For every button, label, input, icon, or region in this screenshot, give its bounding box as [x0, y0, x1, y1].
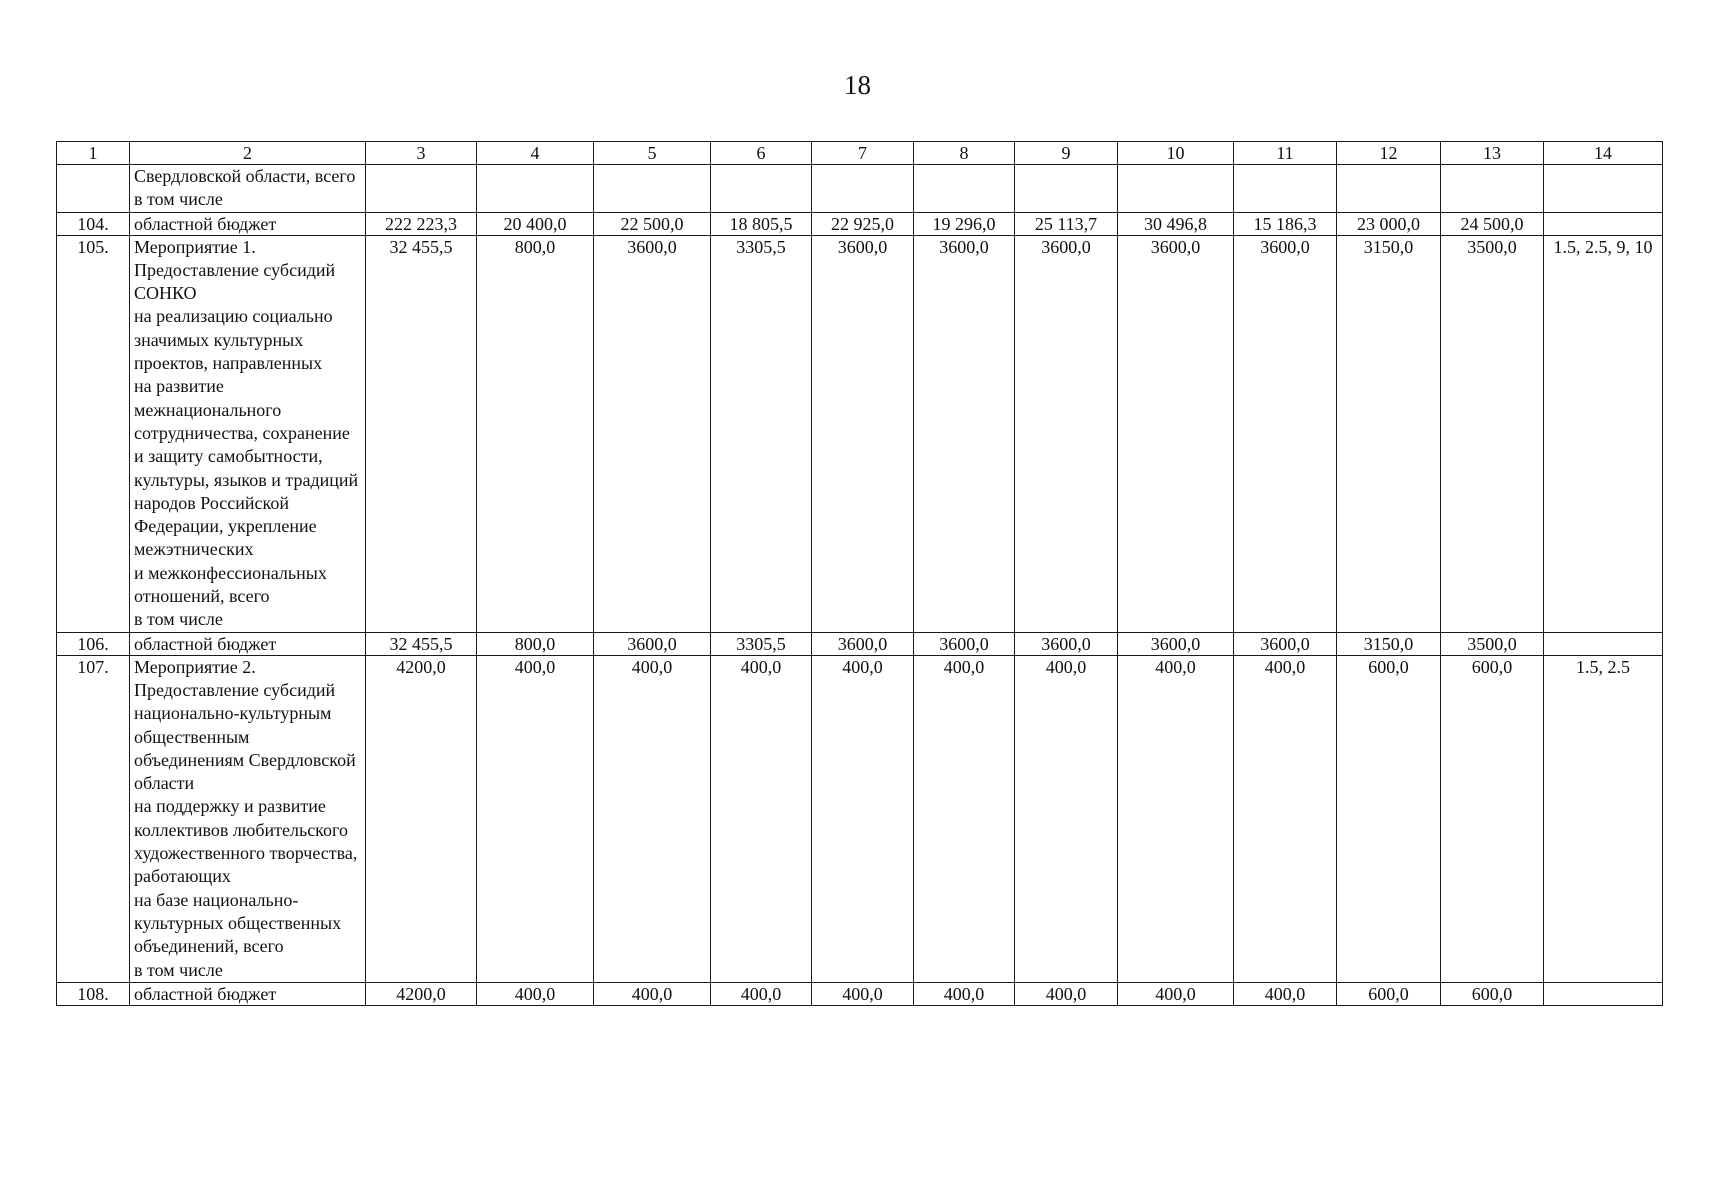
value-cell: 400,0 — [1015, 982, 1118, 1005]
table-row — [57, 655, 1663, 982]
value-cell — [1337, 165, 1441, 213]
budget-table — [56, 141, 1663, 1006]
value-cell: 3600,0 — [1118, 632, 1234, 655]
column-header: 8 — [914, 142, 1015, 165]
column-header: 5 — [594, 142, 711, 165]
value-cell: 3600,0 — [914, 235, 1015, 632]
item-name-cell: Свердловской области, всего в том числе — [130, 165, 366, 213]
value-cell — [1118, 165, 1234, 213]
value-cell: 3600,0 — [812, 632, 914, 655]
item-name-cell: областной бюджет — [130, 212, 366, 235]
value-cell: 400,0 — [1015, 655, 1118, 982]
value-cell: 400,0 — [1118, 655, 1234, 982]
value-cell: 400,0 — [477, 655, 594, 982]
column-header: 6 — [711, 142, 812, 165]
value-cell: 400,0 — [711, 655, 812, 982]
value-cell — [1441, 165, 1544, 213]
value-cell: 20 400,0 — [477, 212, 594, 235]
table-row — [57, 212, 1663, 235]
value-cell: 400,0 — [711, 982, 812, 1005]
value-cell — [366, 165, 477, 213]
row-number-cell: 108. — [57, 982, 130, 1005]
value-cell — [477, 165, 594, 213]
value-cell — [812, 165, 914, 213]
row-number-cell: 105. — [57, 235, 130, 632]
value-cell: 3500,0 — [1441, 632, 1544, 655]
value-cell — [1015, 165, 1118, 213]
column-header: 3 — [366, 142, 477, 165]
value-cell — [1234, 165, 1337, 213]
row-number-cell — [57, 165, 130, 213]
value-cell: 22 925,0 — [812, 212, 914, 235]
table-body — [57, 165, 1663, 1006]
value-cell: 3600,0 — [1234, 235, 1337, 632]
value-cell: 32 455,5 — [366, 632, 477, 655]
value-cell: 4200,0 — [366, 982, 477, 1005]
column-header: 14 — [1544, 142, 1663, 165]
item-name-cell: Мероприятие 1. Предоставление субсидий СОНКО на реализацию социально значимых культурных проектов, направленных на развитие межнационального сотрудничества, сохранение и защиту самобытности, культуры, языков и традиций народов Российской Федерации, укрепление межэтнических и межконфессиональных отношений, всего в том числе — [130, 235, 366, 632]
value-cell: 3600,0 — [914, 632, 1015, 655]
value-cell: 3500,0 — [1441, 235, 1544, 632]
column-header: 1 — [57, 142, 130, 165]
value-cell: 400,0 — [594, 655, 711, 982]
value-cell: 600,0 — [1441, 655, 1544, 982]
table-row — [57, 165, 1663, 213]
value-cell: 22 500,0 — [594, 212, 711, 235]
value-cell: 600,0 — [1441, 982, 1544, 1005]
column-header: 7 — [812, 142, 914, 165]
value-cell: 3305,5 — [711, 235, 812, 632]
value-cell — [914, 165, 1015, 213]
value-cell: 18 805,5 — [711, 212, 812, 235]
target-indicators-cell — [1544, 212, 1663, 235]
value-cell: 32 455,5 — [366, 235, 477, 632]
table-row — [57, 632, 1663, 655]
value-cell: 600,0 — [1337, 982, 1441, 1005]
target-indicators-cell: 1.5, 2.5, 9, 10 — [1544, 235, 1663, 632]
table-row — [57, 982, 1663, 1005]
value-cell: 800,0 — [477, 632, 594, 655]
value-cell — [711, 165, 812, 213]
item-name-cell: областной бюджет — [130, 632, 366, 655]
column-header: 12 — [1337, 142, 1441, 165]
row-number-cell: 104. — [57, 212, 130, 235]
column-header: 4 — [477, 142, 594, 165]
row-number-cell: 106. — [57, 632, 130, 655]
column-header: 10 — [1118, 142, 1234, 165]
value-cell: 3600,0 — [1118, 235, 1234, 632]
value-cell: 400,0 — [477, 982, 594, 1005]
target-indicators-cell — [1544, 632, 1663, 655]
value-cell: 3600,0 — [1015, 632, 1118, 655]
page-number: 18 — [844, 70, 871, 100]
target-indicators-cell — [1544, 982, 1663, 1005]
value-cell: 30 496,8 — [1118, 212, 1234, 235]
value-cell: 400,0 — [914, 982, 1015, 1005]
value-cell: 3305,5 — [711, 632, 812, 655]
value-cell: 400,0 — [914, 655, 1015, 982]
value-cell: 400,0 — [594, 982, 711, 1005]
value-cell: 3600,0 — [812, 235, 914, 632]
value-cell: 400,0 — [1118, 982, 1234, 1005]
value-cell: 4200,0 — [366, 655, 477, 982]
table-row — [57, 235, 1663, 632]
item-name-cell: Мероприятие 2. Предоставление субсидий национально-культурным общественным объединениям Свердловской области на поддержку и развитие коллективов любительского художественного творчества, работающих на базе национально-культурных общественных объединений, всего в том числе — [130, 655, 366, 982]
value-cell: 3600,0 — [594, 632, 711, 655]
value-cell: 23 000,0 — [1337, 212, 1441, 235]
target-indicators-cell — [1544, 165, 1663, 213]
column-header: 11 — [1234, 142, 1337, 165]
value-cell: 222 223,3 — [366, 212, 477, 235]
value-cell: 400,0 — [812, 982, 914, 1005]
column-header: 13 — [1441, 142, 1544, 165]
value-cell: 24 500,0 — [1441, 212, 1544, 235]
value-cell: 600,0 — [1337, 655, 1441, 982]
column-header: 2 — [130, 142, 366, 165]
value-cell: 3600,0 — [594, 235, 711, 632]
value-cell: 3150,0 — [1337, 632, 1441, 655]
value-cell: 25 113,7 — [1015, 212, 1118, 235]
value-cell: 3150,0 — [1337, 235, 1441, 632]
value-cell: 3600,0 — [1015, 235, 1118, 632]
target-indicators-cell: 1.5, 2.5 — [1544, 655, 1663, 982]
value-cell: 400,0 — [812, 655, 914, 982]
value-cell: 400,0 — [1234, 655, 1337, 982]
value-cell: 3600,0 — [1234, 632, 1337, 655]
value-cell: 800,0 — [477, 235, 594, 632]
row-number-cell: 107. — [57, 655, 130, 982]
value-cell: 19 296,0 — [914, 212, 1015, 235]
value-cell: 15 186,3 — [1234, 212, 1337, 235]
column-header: 9 — [1015, 142, 1118, 165]
item-name-cell: областной бюджет — [130, 982, 366, 1005]
value-cell — [594, 165, 711, 213]
value-cell: 400,0 — [1234, 982, 1337, 1005]
column-number-row — [57, 142, 1663, 165]
